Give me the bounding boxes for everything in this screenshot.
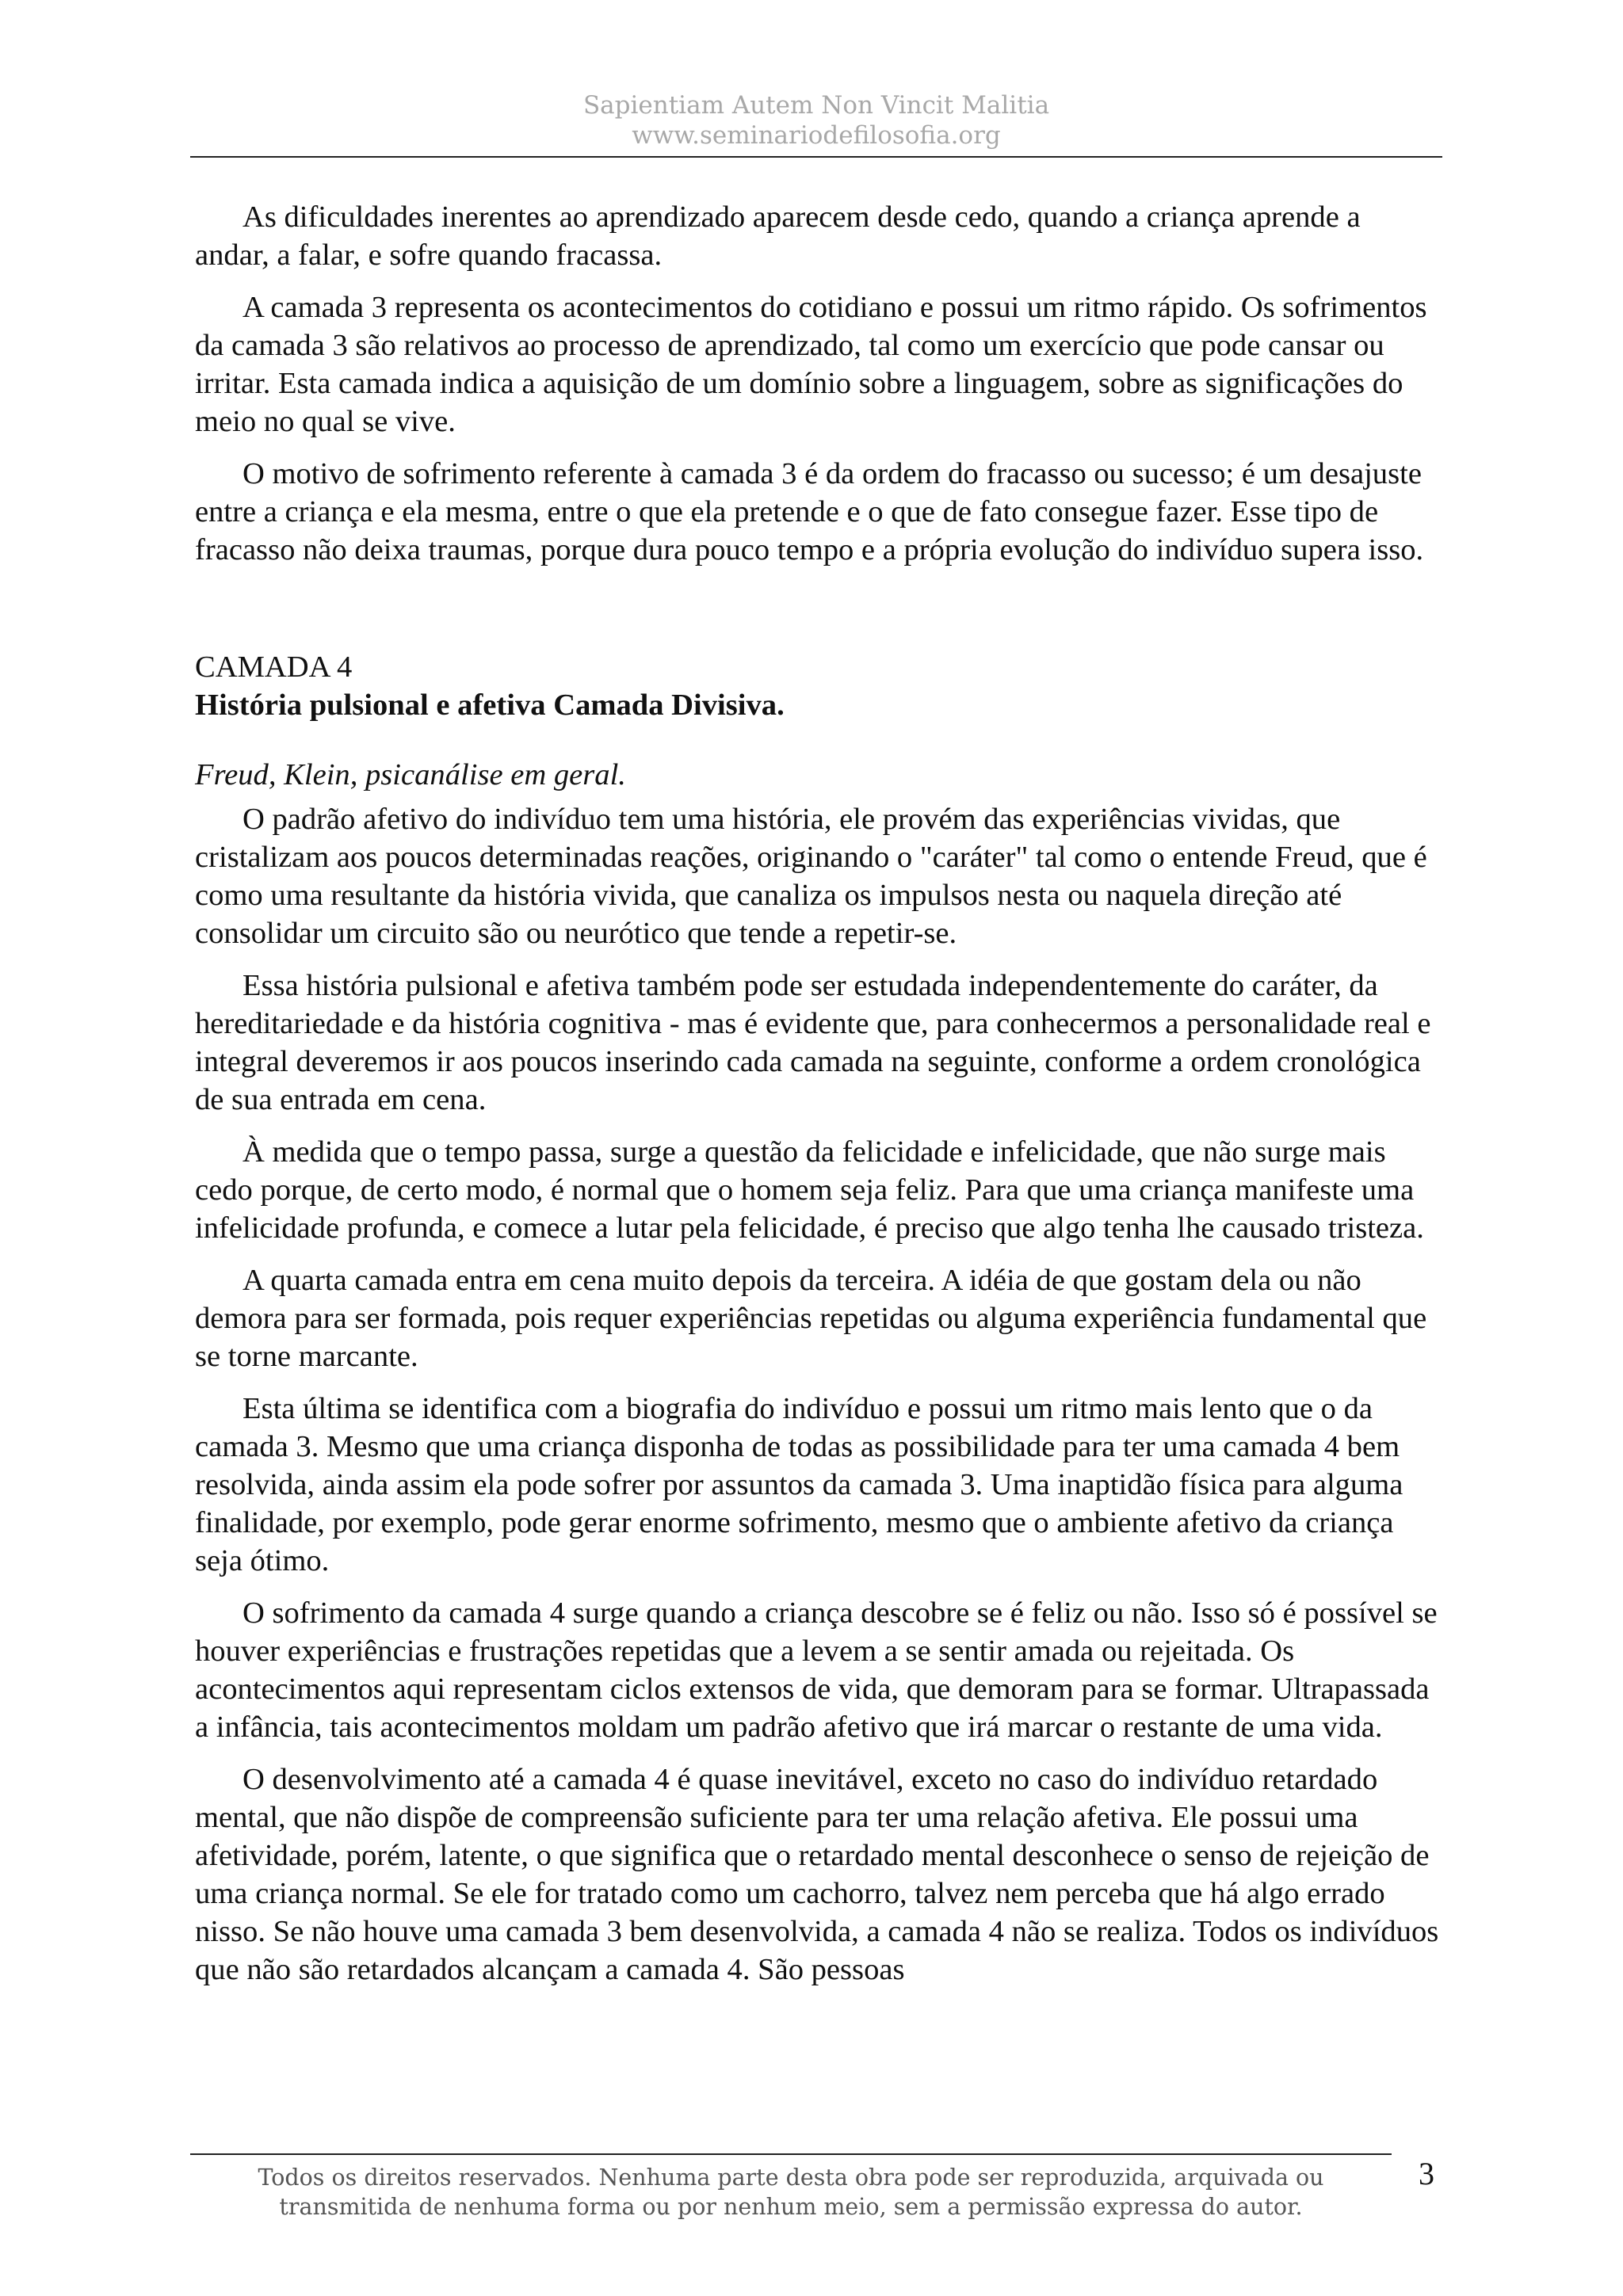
page-header [190,90,1442,151]
footer-copyright-line-1: Todos os direitos reservados. Nenhuma parte desta obra pode ser reproduzida, arquivada ou [258,2164,1324,2191]
paragraph-10: O desenvolvimento até a camada 4 é quase inevitável, exceto no caso do indivíduo retardado mental, que não dispõe de compreensão suficiente para ter uma relação afetiva. Ele possui uma afetividade, porém, latente, o que significa que o retardado mental desconhece o senso de rejeição de uma criança normal. Se ele for tratado como um cachorro, talvez nem perceba que há algo errado nisso. Se não houve uma camada 3 bem desenvolvida, a camada 4 não se realiza. Todos os indivíduos que não são retardados alcançam a camada 4. São pessoas [195,1763,1439,1986]
paragraph-4: O padrão afetivo do indivíduo tem uma história, ele provém das experiências vividas, que cristalizam aos poucos determinadas reações, originando o "caráter" tal como o entende Freud, que é como uma resultante da história vivida, que canaliza os impulsos nesta ou naquela direção até consolidar um circuito são ou neurótico que tende a repetir-se. [195,803,1427,950]
footer-rule [190,2153,1392,2155]
paragraph-3: O motivo de sofrimento referente à camada 3 é da ordem do fracasso ou sucesso; é um desajuste entre a criança e ela mesma, entre o que ela pretende e o que de fato consegue fazer. Esse tipo de fracasso não deixa traumas, porque dura pouco tempo e a própria evolução do indivíduo supera isso. [195,457,1424,566]
header-motto: Sapientiam Autem Non Vincit Malitia [582,91,1050,120]
section-subtitle: História pulsional e afetiva Camada Divisiva. [195,688,785,722]
header-rule [190,156,1442,158]
paragraph-1: As dificuldades inerentes ao aprendizado aparecem desde cedo, quando a criança aprende a andar, a falar, e sofre quando fracassa. [195,200,1361,272]
paragraph-6: À medida que o tempo passa, surge a questão da felicidade e infelicidade, que não surge mais cedo porque, de certo modo, é normal que o homem seja feliz. Para que uma criança manifeste uma infelicidade profunda, e comece a lutar pela felicidade, é preciso que algo tenha lhe causado tristeza. [195,1135,1424,1245]
paragraph-5: Essa história pulsional e afetiva também pode ser estudada independentemente do caráter, da hereditariedade e da história cognitiva - mas é evidente que, para conhecermos a personalidade real e integral deveremos ir aos poucos inserindo cada camada na seguinte, conforme a ordem cronológica de sua entrada em cena. [195,969,1431,1116]
footer-copyright-line-2: transmitida de nenhuma forma ou por nenhum meio, sem a permissão expressa do autor. [279,2194,1303,2220]
page-number: 3 [1419,2156,1434,2191]
document-body [195,198,1442,2003]
paragraph-9: O sofrimento da camada 4 surge quando a criança descobre se é feliz ou não. Isso só é possível se houver experiências e frustrações repetidas que a levem a se sentir amada ou rejeitada. Os acontecimentos aqui representam ciclos extensos de vida, que demoram para se formar. Ultrapassada a infância, tais acontecimentos moldam um padrão afetivo que irá marcar o restante de uma vida. [195,1596,1438,1744]
page-footer [190,2163,1392,2222]
section-authors: Freud, Klein, psicanálise em geral. [195,758,626,791]
header-website: www.seminariodefilosofia.org [632,121,1001,150]
paragraph-8: Esta última se identifica com a biografia do indivíduo e possui um ritmo mais lento que o da camada 3. Mesmo que uma criança disponha de todas as possibilidade para ter uma camada 4 bem resolvida, ainda assim ela pode sofrer por assuntos da camada 3. Uma inaptidão física para alguma finalidade, por exemplo, pode gerar enorme sofrimento, mesmo que o ambiente afetivo da criança seja ótimo. [195,1392,1403,1577]
section-title: CAMADA 4 [195,650,353,684]
paragraph-2: A camada 3 representa os acontecimentos do cotidiano e possui um ritmo rápido. Os sofrimentos da camada 3 são relativos ao processo de aprendizado, tal como um exercício que pode cansar ou irritar. Esta camada indica a aquisição de um domínio sobre a linguagem, sobre as significações do meio no qual se vive. [195,291,1427,438]
paragraph-7: A quarta camada entra em cena muito depois da terceira. A idéia de que gostam dela ou não demora para ser formada, pois requer experiências repetidas ou alguma experiência fundamental que se torne marcante. [195,1264,1427,1373]
